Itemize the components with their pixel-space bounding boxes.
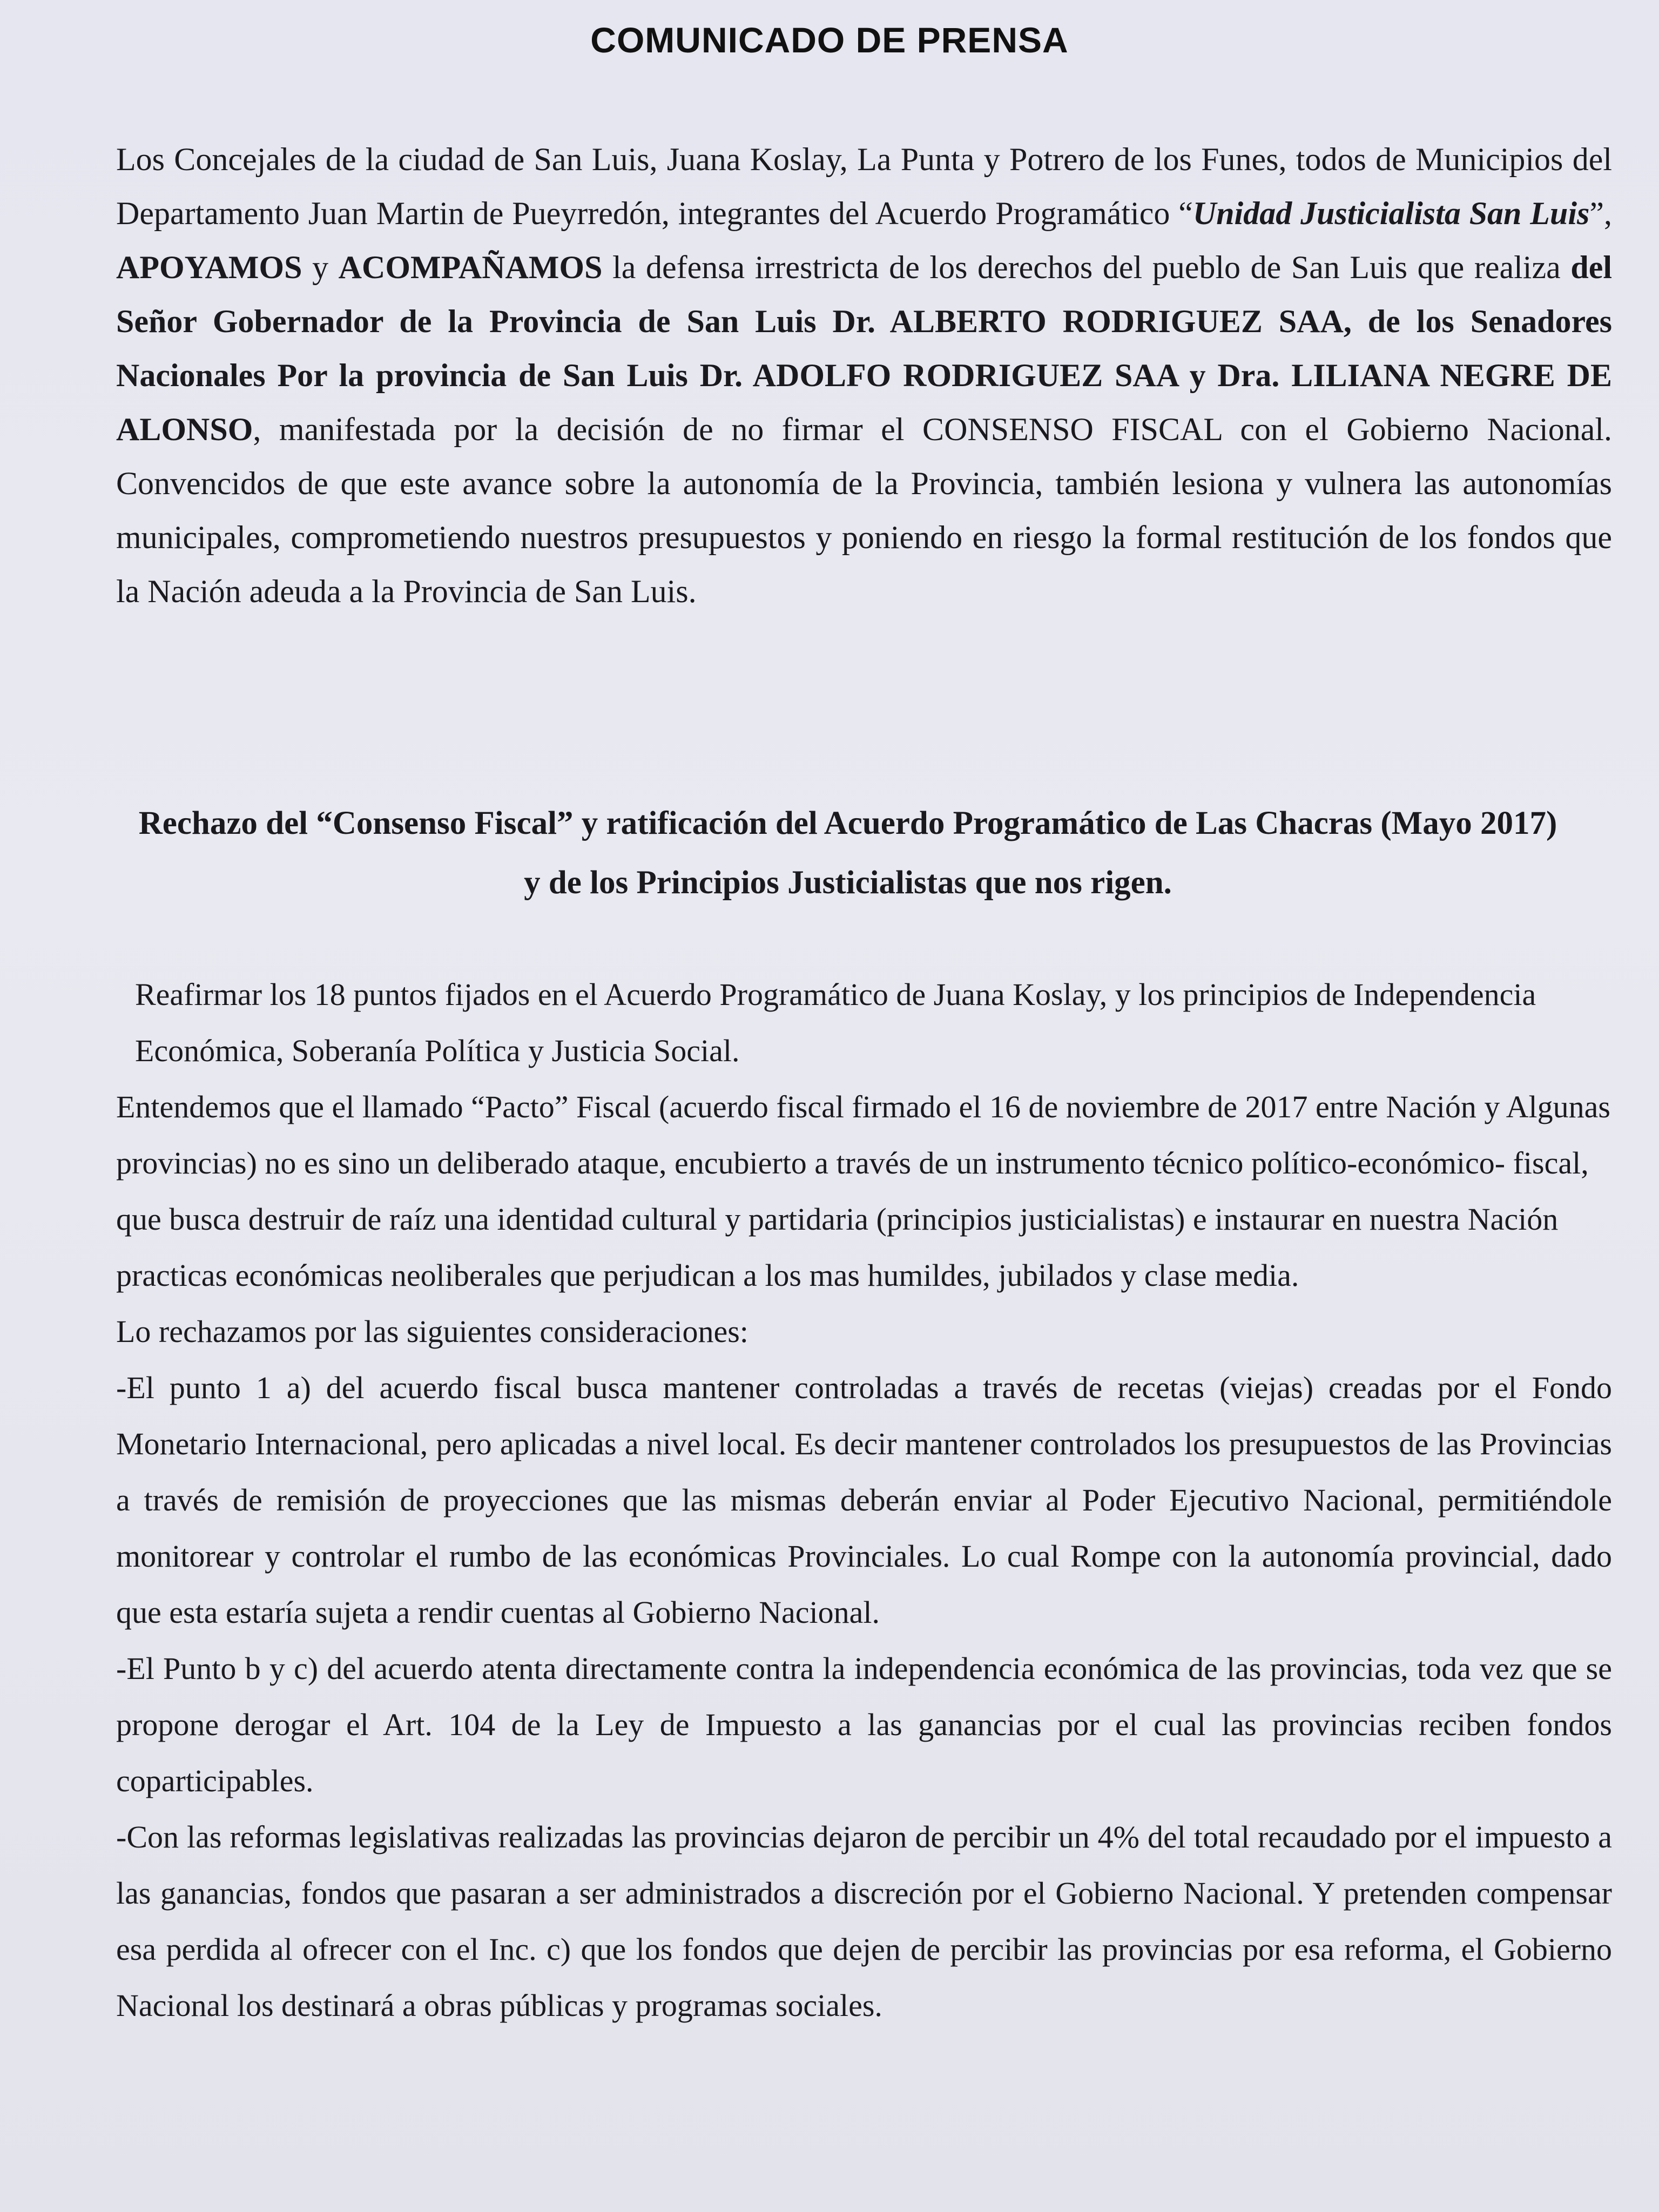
body-point-bc: -El Punto b y c) del acuerdo atenta directamente contra la independencia económica de las provincias, toda vez que se propone derogar el Art. 104 de la Ley de Impuesto a las ganancias por el cual las provincias reciben fondos coparticipables. — [116, 1651, 1612, 1798]
body-paragraph-entendemos: Entendemos que el llamado “Pacto” Fiscal (acuerdo fiscal firmado el 16 de noviembre de 2017 entre Nación y Algunas provincias) no es sino un deliberado ataque, encubierto a través de un instrumento técnico político-económico- fiscal, que busca destruir de raíz una identidad cultural y partidaria (principios justicialistas) e instaurar en nuestra Nación practicas económicas neoliberales que perjudican a los mas humildes, jubilados y clase media. — [116, 1089, 1610, 1293]
body-paragraph-reafirmar: Reafirmar los 18 puntos fijados en el Acuerdo Programático de Juana Koslay, y los principios de Independencia Económica, Soberanía Política y Justicia Social. — [135, 977, 1536, 1068]
intro-officials: del Señor Gobernador de la Provincia de San Luis Dr. ALBERTO RODRIGUEZ SAA, de los Senadores Nacionales Por la provincia de San Luis Dr. ADOLFO RODRIGUEZ SAA y Dra. LILIANA NEGRE DE ALONSO — [116, 249, 1612, 447]
section-subtitle: Rechazo del “Consenso Fiscal” y ratificación del Acuerdo Programático de Las Chacras (Mayo 2017) y de los Principios Justicialistas que nos rigen. — [138, 805, 1557, 901]
body-paragraph-rechazamos: Lo rechazamos por las siguientes consideraciones: — [116, 1314, 748, 1349]
body-point-reformas: -Con las reformas legislativas realizadas las provincias dejaron de percibir un 4% del total recaudado por el impuesto a las ganancias, fondos que pasaran a ser administrados a discreción por el Gobierno Nacional. Y pretenden compensar esa perdida al ofrecer con el Inc. c) que los fondos que dejen de percibir las provincias por esa reforma, el Gobierno Nacional los destinará a obras públicas y programas sociales. — [116, 1819, 1612, 2023]
intro-acompanamos: ACOMPAÑAMOS — [338, 249, 603, 285]
intro-text-5: y — [302, 249, 339, 285]
document-title: COMUNICADO DE PRENSA — [590, 20, 1069, 60]
intro-paragraph — [116, 132, 1612, 618]
body-section — [116, 967, 1612, 2034]
intro-text-1: Los Concejales de la ciudad de San Luis, Juana Koslay, La Punta y Potrero de los Funes, todos de Municipios del Departamento Juan Martin de Pueyrredón, integrantes del Acuerdo Programático “ — [116, 141, 1612, 231]
intro-text-7: la defensa irrestricta de los derechos del pueblo de San Luis que realiza — [602, 249, 1571, 285]
intro-text-9: , manifestada por la decisión de no firmar el CONSENSO FISCAL con el Gobierno Nacional. Convencidos de que este avance sobre la autonomía de la Provincia, también lesiona y vulnera las autonomías municipales, comprometiendo nuestros presupuestos y poniendo en riesgo la formal restitución de los fondos que la Nación adeuda a la Provincia de San Luis. — [116, 412, 1612, 609]
intro-text-3: ”, — [1589, 195, 1612, 231]
intro-agreement-name: Unidad Justicialista San Luis — [1192, 195, 1590, 231]
intro-apoyamos: APOYAMOS — [116, 249, 302, 285]
body-point-1a: -El punto 1 a) del acuerdo fiscal busca mantener controladas a través de recetas (viejas) creadas por el Fondo Monetario Internacional, pero aplicadas a nivel local. Es decir mantener controlados los presupuestos de las Provincias a través de remisión de proyecciones que las mismas deberán enviar al Poder Ejecutivo Nacional, permitiéndole monitorear y controlar el rumbo de las económicas Provinciales. Lo cual Rompe con la autonomía provincial, dado que esta estaría sujeta a rendir cuentas al Gobierno Nacional. — [116, 1370, 1612, 1630]
